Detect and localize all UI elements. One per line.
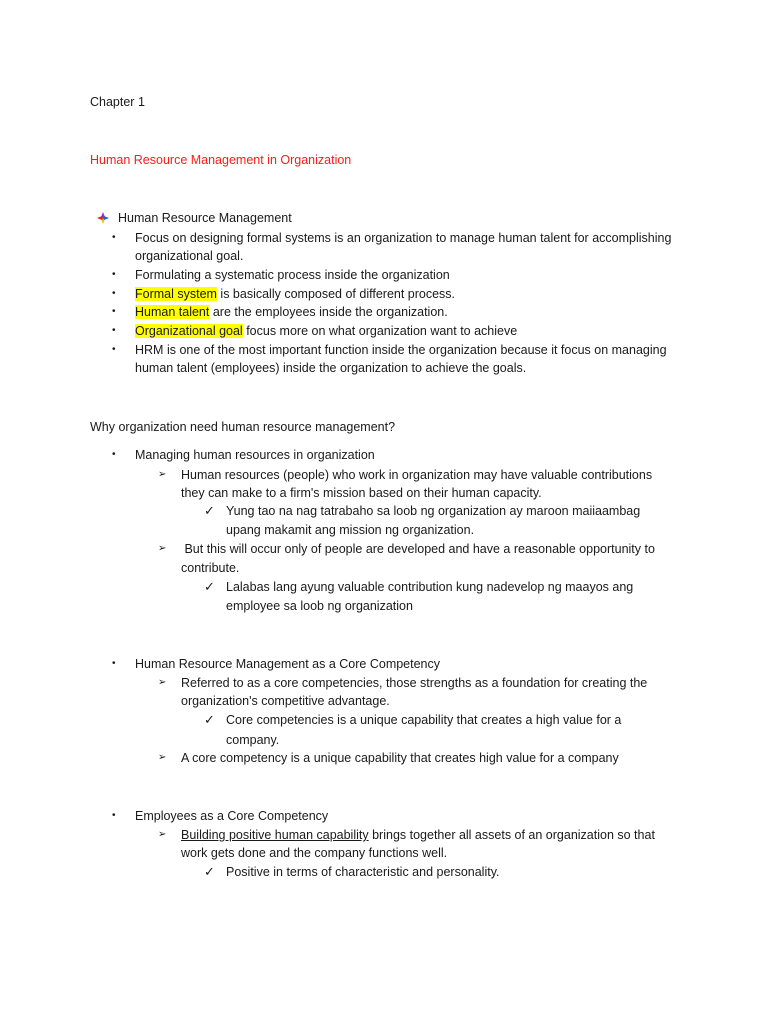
list-item: Managing human resources in organization	[135, 448, 375, 462]
bullet-icon: •	[112, 344, 116, 355]
sub-item: But this will occur only of people are developed and have a reasonable opportunity to	[181, 542, 655, 556]
highlighted-term: Organizational goal	[135, 324, 243, 338]
sub-item: A core competency is a unique capability that creates high value for a company	[181, 751, 619, 765]
section-question: Why organization need human resource management?	[90, 420, 396, 434]
sub-sub-item-continued: employee sa loob ng organization	[226, 599, 413, 613]
sub-item-continued: contribute.	[181, 561, 240, 575]
bullet-icon: •	[112, 325, 116, 336]
sub-item: Human resources (people) who work in organization may have valuable contributions	[181, 468, 653, 482]
list-item	[135, 322, 517, 340]
checkmark-icon: ✓	[204, 579, 215, 594]
list-item-text: focus more on what organization want to achieve	[242, 324, 518, 338]
arrow-bullet-icon: ➢	[158, 543, 167, 554]
bullet-icon: •	[112, 232, 116, 243]
underlined-term: Building positive human capability	[181, 828, 369, 842]
list-item-continued: human talent (employees) inside the organization to achieve the goals.	[135, 361, 527, 375]
highlighted-term: Human talent	[135, 305, 210, 319]
colored-star-bullet-icon	[96, 211, 110, 225]
highlighted-term: Formal system	[135, 287, 217, 301]
list-item: Human Resource Management as a Core Competency	[135, 657, 441, 671]
sub-item-continued: work gets done and the company functions well.	[181, 846, 448, 860]
arrow-bullet-icon: ➢	[158, 752, 167, 763]
list-item-continued: organizational goal.	[135, 249, 244, 263]
bullet-icon: •	[112, 810, 116, 821]
sub-sub-item-continued: upang makamit ang mission ng organization.	[226, 523, 475, 537]
sub-item-continued: they can make to a firm's mission based on their human capacity.	[181, 486, 542, 500]
arrow-bullet-icon: ➢	[158, 829, 167, 840]
sub-item	[181, 826, 655, 844]
arrow-bullet-icon: ➢	[158, 677, 167, 688]
chapter-label: Chapter 1	[90, 95, 145, 109]
list-item-text: is basically composed of different process.	[216, 287, 456, 301]
sub-sub-item: Positive in terms of characteristic and personality.	[226, 865, 500, 879]
sub-item-continued: organization's competitive advantage.	[181, 694, 390, 708]
sub-item: Referred to as a core competencies, those strengths as a foundation for creating the	[181, 676, 648, 690]
list-item: Employees as a Core Competency	[135, 809, 329, 823]
bullet-icon: •	[112, 449, 116, 460]
bullet-icon: •	[112, 306, 116, 317]
document-title: Human Resource Management in Organization	[90, 153, 352, 167]
bullet-icon: •	[112, 269, 116, 280]
list-item: Formulating a systematic process inside the organization	[135, 268, 450, 282]
arrow-bullet-icon: ➢	[158, 469, 167, 480]
list-item: Focus on designing formal systems is an organization to manage human talent for accomplishing	[135, 231, 672, 245]
list-item	[135, 285, 455, 303]
sub-item-text: brings together all assets of an organization so that	[368, 828, 655, 842]
sub-sub-item: Core competencies is a unique capability that creates a high value for a	[226, 713, 622, 727]
section-heading: Human Resource Management	[118, 211, 292, 225]
bullet-icon: •	[112, 288, 116, 299]
list-item: HRM is one of the most important function inside the organization because it focus on managing	[135, 343, 667, 357]
bullet-icon: •	[112, 658, 116, 669]
checkmark-icon: ✓	[204, 712, 215, 727]
list-item-text: are the employees inside the organization.	[209, 305, 448, 319]
sub-sub-item: Lalabas lang ayung valuable contribution kung nadevelop ng maayos ang	[226, 580, 634, 594]
sub-sub-item: Yung tao na nag tatrabaho sa loob ng organization ay maroon maiiaambag	[226, 504, 641, 518]
checkmark-icon: ✓	[204, 864, 215, 879]
sub-sub-item-continued: company.	[226, 733, 280, 747]
checkmark-icon: ✓	[204, 503, 215, 518]
list-item	[135, 303, 448, 321]
